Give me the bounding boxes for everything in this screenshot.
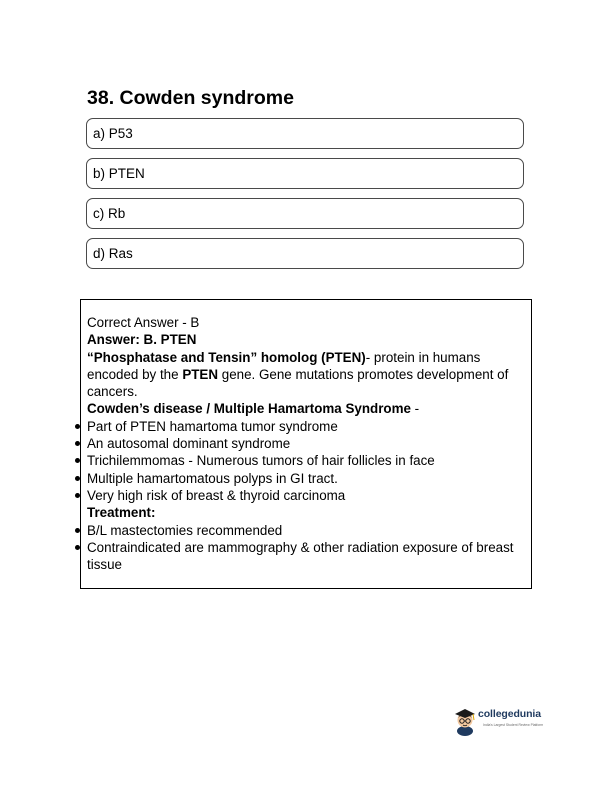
- list-item: Trichilemmomas - Numerous tumors of hair follicles in face: [87, 452, 532, 469]
- list-item: An autosomal dominant syndrome: [87, 435, 532, 452]
- question-title: 38. Cowden syndrome: [87, 87, 294, 109]
- list-item: Part of PTEN hamartoma tumor syndrome: [87, 418, 532, 435]
- option-d[interactable]: d) Ras: [86, 238, 524, 269]
- disease-heading-line: [87, 400, 532, 417]
- definition-text: - protein in humans encoded by the: [87, 349, 481, 382]
- option-a[interactable]: a) P53: [86, 118, 524, 149]
- disease-heading-suffix: -: [410, 401, 420, 417]
- correct-answer-line: Correct Answer - B: [87, 315, 200, 330]
- list-item: B/L mastectomies recommended: [87, 522, 532, 539]
- list-item: Very high risk of breast & thyroid carcinoma: [87, 487, 532, 504]
- option-b[interactable]: b) PTEN: [86, 158, 524, 189]
- list-item: Contraindicated are mammography & other radiation exposure of breast tissue: [87, 539, 532, 574]
- option-c[interactable]: c) Rb: [86, 198, 524, 229]
- pten-definition: [87, 349, 532, 401]
- logo-tagline: India's Largest Student Review Platform: [483, 723, 544, 727]
- list-item: Multiple hamartomatous polyps in GI tract.: [87, 470, 532, 487]
- treatment-list: [87, 522, 532, 574]
- treatment-heading: Treatment:: [87, 505, 156, 521]
- answer-explanation: [87, 314, 532, 573]
- definition-gene: PTEN: [182, 366, 219, 382]
- disease-heading: Cowden’s disease / Multiple Hamartoma Syndrome: [87, 401, 411, 417]
- feature-list: [87, 418, 532, 504]
- answer-heading: Answer: B. PTEN: [87, 332, 197, 348]
- definition-text-end: gene. Gene mutations promotes development of cancers.: [87, 366, 509, 400]
- logo-name: collegedunia: [478, 708, 541, 720]
- collegedunia-logo[interactable]: [453, 706, 549, 736]
- definition-term: “Phosphatase and Tensin” homolog (PTEN): [87, 349, 366, 365]
- graduate-mascot-icon: [453, 706, 479, 736]
